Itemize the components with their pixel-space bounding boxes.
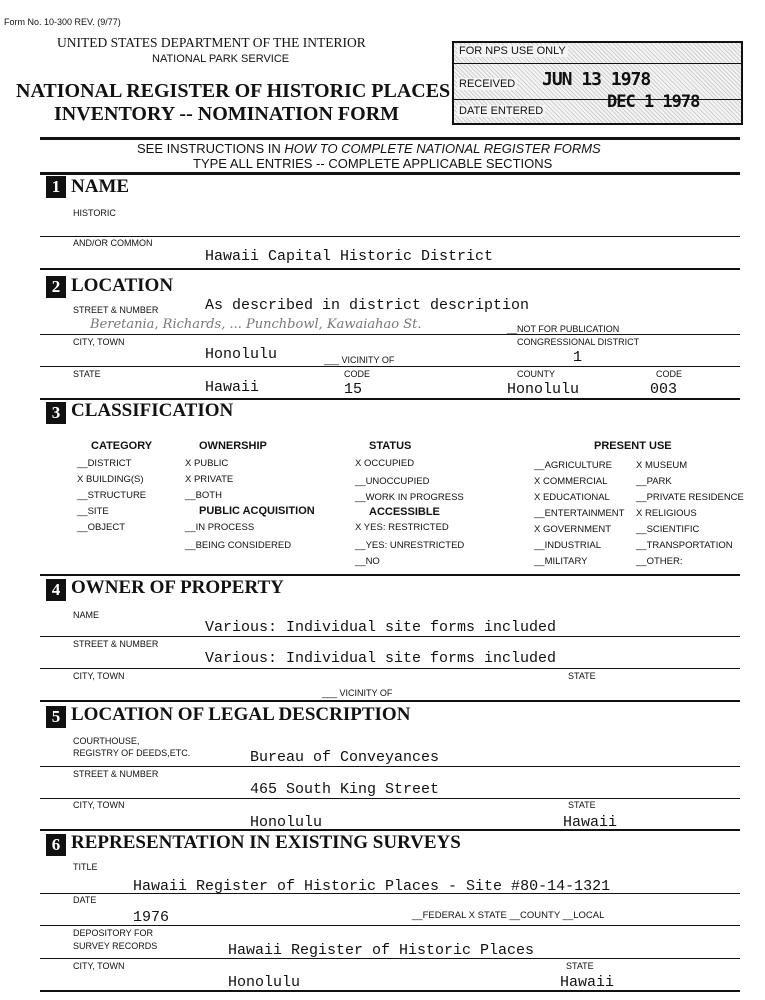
owner-state-label: STATE [568,671,596,681]
section-6-title: REPRESENTATION IN EXISTING SURVEYS [71,832,461,853]
use-industrial: __INDUSTRIAL [534,540,602,551]
public-acquisition-heading: PUBLIC ACQUISITION [199,505,315,517]
use-private-residence: __PRIVATE RESIDENCE [636,492,744,503]
ownership-public: X PUBLIC [185,458,229,469]
owner-city-label: CITY, TOWN [73,671,125,681]
section-2-title: LOCATION [71,275,174,296]
legal-city-value: Honolulu [250,814,323,831]
state-value: Hawaii [205,379,260,396]
form-title-line1: NATIONAL REGISTER OF HISTORIC PLACES [16,80,451,102]
category-district: __DISTRICT [77,458,132,469]
ownership-both: __BOTH [185,490,222,501]
legal-street-label: STREET & NUMBER [73,769,159,779]
use-scientific: __SCIENTIFIC [636,524,700,535]
use-park: __PARK [636,476,672,487]
county-label: COUNTY [517,369,555,379]
status-heading: STATUS [369,440,412,452]
ownership-heading: OWNERSHIP [199,440,267,452]
depository-value: Hawaii Register of Historic Places [228,942,535,959]
accessible-no: __NO [355,556,380,567]
legal-state-label: STATE [568,800,596,810]
survey-date-value: 1976 [133,909,170,926]
nps-use-only-box [452,41,743,125]
county-code-label: CODE [656,369,683,379]
legal-street-value: 465 South King Street [250,781,440,798]
use-commercial: X COMMERCIAL [534,476,608,487]
accessible-yes-unrestricted: __YES: UNRESTRICTED [355,540,465,551]
status-work-in-progress: __WORK IN PROGRESS [355,492,464,503]
depository-city-value: Honolulu [228,974,301,991]
common-name-label: AND/OR COMMON [73,238,153,248]
section-4-title: OWNER OF PROPERTY [71,577,284,598]
accessible-yes-restricted: X YES: RESTRICTED [355,522,449,533]
depository-label-line2: SURVEY RECORDS [73,941,158,951]
received-stamp: JUN 13 1978 [542,69,651,90]
section-5-number: 5 [46,706,66,728]
courthouse-label-line1: COURTHOUSE, [73,736,140,746]
depository-state-value: Hawaii [560,974,615,991]
owner-street-label: STREET & NUMBER [73,639,159,649]
status-unoccupied: __UNOCCUPIED [355,476,430,487]
section-2-number: 2 [46,276,66,298]
use-military: __MILITARY [534,556,588,567]
nps-box-heading: FOR NPS USE ONLY [459,45,566,57]
ownership-private: X PRIVATE [185,474,234,485]
owner-name-label: NAME [73,610,100,620]
historic-label: HISTORIC [73,208,116,218]
use-other: __OTHER: [636,556,683,567]
owner-vicinity-label: ___ VICINITY OF [322,688,393,698]
category-buildings: X BUILDING(S) [77,474,144,485]
survey-date-label: DATE [73,895,97,905]
congressional-district-label: CONGRESSIONAL DISTRICT [517,337,640,347]
survey-title-label: TITLE [73,862,98,872]
legal-state-value: Hawaii [563,814,618,831]
section-3-title: CLASSIFICATION [71,400,234,421]
survey-levels: __FEDERAL X STATE __COUNTY __LOCAL [412,910,605,921]
not-for-publication-label: __NOT FOR PUBLICATION [507,324,620,334]
courthouse-label-line2: REGISTRY OF DEEDS,ETC. [73,748,191,758]
category-heading: CATEGORY [91,440,153,452]
owner-name-value: Various: Individual site forms included [205,619,557,636]
state-label: STATE [73,369,101,379]
use-entertainment: __ENTERTAINMENT [534,508,625,519]
instructions-line1: SEE INSTRUCTIONS IN HOW TO COMPLETE NATIONAL REGISTER FORMS [137,141,601,156]
location-street-value: As described in district description [205,297,530,314]
congressional-district-value: 1 [573,349,583,366]
depository-state-label: STATE [566,961,594,971]
legal-city-label: CITY, TOWN [73,800,125,810]
county-code-value: 003 [650,381,678,398]
instructions-line2: TYPE ALL ENTRIES -- COMPLETE APPLICABLE SECTIONS [193,156,553,171]
use-religious: X RELIGIOUS [636,508,697,519]
category-object: __OBJECT [77,522,126,533]
category-site: __SITE [77,506,109,517]
use-museum: X MUSEUM [636,460,688,471]
section-4-number: 4 [46,579,66,601]
depository-label-line1: DEPOSITORY FOR [73,928,154,938]
street-number-label: STREET & NUMBER [73,305,159,315]
city-town-label: CITY, TOWN [73,337,125,347]
state-code-value: 15 [344,381,363,398]
county-value: Honolulu [507,381,580,398]
status-occupied: X OCCUPIED [355,458,415,469]
use-government: X GOVERNMENT [534,524,612,535]
owner-street-value: Various: Individual site forms included [205,650,557,667]
section-1-number: 1 [46,176,66,198]
acquisition-being-considered: __BEING CONSIDERED [185,540,292,551]
section-3-number: 3 [46,402,66,424]
survey-title-value: Hawaii Register of Historic Places - Site #80-14-1321 [133,878,611,895]
use-educational: X EDUCATIONAL [534,492,610,503]
category-structure: __STRUCTURE [77,490,147,501]
handwritten-street-note: Beretania, Richards, ... Punchbowl, Kawaiahao St. [90,317,422,332]
department-name: UNITED STATES DEPARTMENT OF THE INTERIOR [57,35,366,50]
vicinity-of-label: ___ VICINITY OF [324,355,395,365]
service-name: NATIONAL PARK SERVICE [152,53,290,65]
location-city-value: Honolulu [205,346,278,363]
received-label: RECEIVED [459,78,516,90]
use-agriculture: __AGRICULTURE [534,460,612,471]
courthouse-value: Bureau of Conveyances [250,749,440,766]
acquisition-in-process: __IN PROCESS [185,522,255,533]
use-transportation: __TRANSPORTATION [636,540,733,551]
date-entered-label: DATE ENTERED [459,105,544,117]
accessible-heading: ACCESSIBLE [369,506,440,518]
form-title-line2: INVENTORY -- NOMINATION FORM [54,103,400,125]
section-1-title: NAME [71,176,130,197]
date-entered-stamp: DEC 1 1978 [607,92,700,112]
section-6-number: 6 [46,834,66,856]
form-number: Form No. 10-300 REV. (9/77) [4,17,121,27]
depository-city-label: CITY, TOWN [73,961,125,971]
present-use-heading: PRESENT USE [594,440,672,452]
state-code-label: CODE [344,369,371,379]
common-name-value: Hawaii Capital Historic District [205,248,494,265]
section-5-title: LOCATION OF LEGAL DESCRIPTION [71,704,411,725]
